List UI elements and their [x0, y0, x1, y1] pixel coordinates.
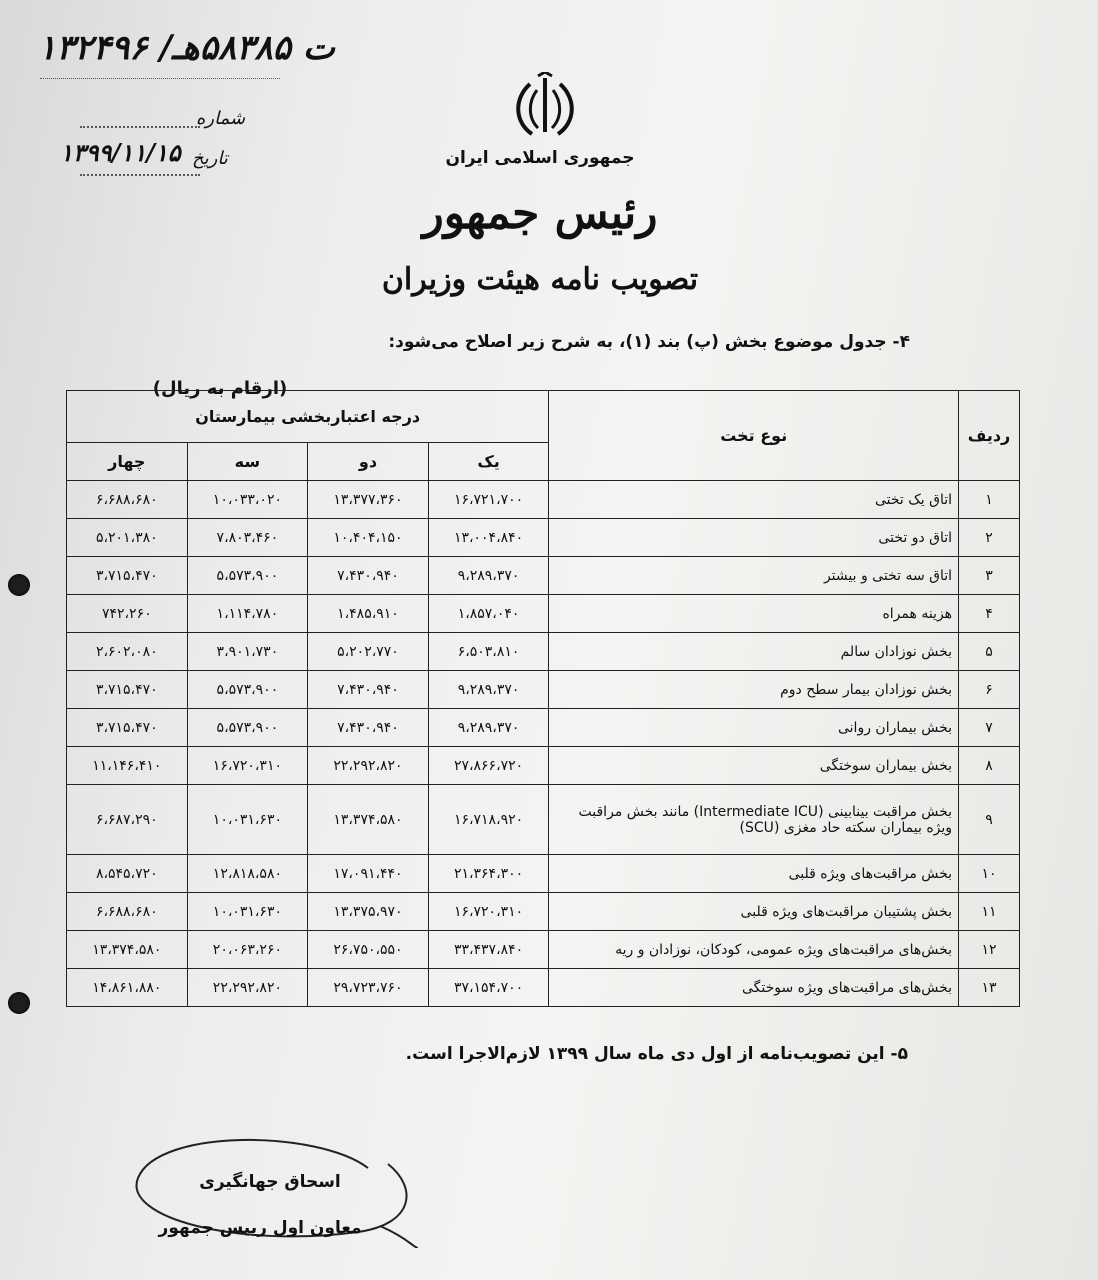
decree-title: تصویب نامه هیئت وزیران: [381, 262, 699, 297]
tariff-value: ۳۳،۴۳۷،۸۴۰: [428, 931, 549, 969]
intro-paragraph: ۴- جدول موضوع بخش (پ) بند (۱)، به شرح زیر اصلاح می‌شود:: [388, 332, 910, 352]
tariff-value: ۱۳،۰۰۴،۸۴۰: [428, 519, 549, 557]
grade-header: سه: [187, 443, 308, 481]
bed-type: بخش‌های مراقبت‌های ویژه عمومی، کودکان، نوزادان و ریه: [549, 931, 959, 969]
tariff-value: ۲۱،۳۶۴،۳۰۰: [428, 855, 549, 893]
tariff-value: ۲،۶۰۲،۰۸۰: [67, 633, 188, 671]
tariff-value: ۱۱،۱۴۶،۴۱۰: [67, 747, 188, 785]
tariff-value: ۷،۸۰۳،۴۶۰: [187, 519, 308, 557]
tariff-value: ۳،۷۱۵،۴۷۰: [67, 709, 188, 747]
row-index: ۱: [959, 481, 1020, 519]
row-index: ۱۳: [959, 969, 1020, 1007]
table-row: [67, 595, 1020, 633]
row-index: ۵: [959, 633, 1020, 671]
table-row: [67, 709, 1020, 747]
table-row: [67, 633, 1020, 671]
bed-type: بخش نوزادان سالم: [549, 633, 959, 671]
table-row: [67, 671, 1020, 709]
bed-type: بخش مراقبت‌های ویژه قلبی: [549, 855, 959, 893]
bed-type: هزینه همراه: [549, 595, 959, 633]
bed-type: بخش مراقبت بینابینی (Intermediate ICU) مانند بخش مراقبت ویژه بیماران سکته حاد مغزی (SCU): [549, 785, 959, 855]
table-row: [67, 893, 1020, 931]
tariff-value: ۹،۲۸۹،۳۷۰: [428, 671, 549, 709]
tariff-value: ۲۰،۰۶۳،۲۶۰: [187, 931, 308, 969]
bed-type: بخش پشتیبان مراقبت‌های ویژه قلبی: [549, 893, 959, 931]
number-label: شماره: [196, 108, 246, 129]
col-index-header: ردیف: [959, 391, 1020, 481]
tariff-value: ۲۶،۷۵۰،۵۵۰: [308, 931, 429, 969]
row-index: ۹: [959, 785, 1020, 855]
tariff-value: ۹،۲۸۹،۳۷۰: [428, 709, 549, 747]
tariff-value: ۲۲،۲۹۲،۸۲۰: [308, 747, 429, 785]
tariff-value: ۵،۲۰۱،۳۸۰: [67, 519, 188, 557]
bed-type: اتاق سه تختی و بیشتر: [549, 557, 959, 595]
grade-header: چهار: [67, 443, 188, 481]
tariff-value: ۳،۷۱۵،۴۷۰: [67, 671, 188, 709]
tariff-value: ۵،۵۷۳،۹۰۰: [187, 557, 308, 595]
tariff-value: ۱۶،۷۲۰،۳۱۰: [187, 747, 308, 785]
tariff-value: ۲۹،۷۲۳،۷۶۰: [308, 969, 429, 1007]
col-group-header: درجه اعتباربخشی بیمارستان: [67, 391, 549, 443]
table-row: [67, 519, 1020, 557]
bed-type: اتاق یک تختی: [549, 481, 959, 519]
table-row: [67, 855, 1020, 893]
tariff-value: ۹،۲۸۹،۳۷۰: [428, 557, 549, 595]
row-index: ۴: [959, 595, 1020, 633]
bed-type: بخش نوزادان بیمار سطح دوم: [549, 671, 959, 709]
unit-note: (ارقام به ریال): [152, 378, 288, 399]
tariff-value: ۱۷،۰۹۱،۴۴۰: [308, 855, 429, 893]
row-index: ۲: [959, 519, 1020, 557]
row-index: ۸: [959, 747, 1020, 785]
tariff-value: ۵،۵۷۳،۹۰۰: [187, 709, 308, 747]
bed-type: بخش بیماران روانی: [549, 709, 959, 747]
tariff-value: ۱،۱۱۴،۷۸۰: [187, 595, 308, 633]
tariff-value: ۸،۵۴۵،۷۲۰: [67, 855, 188, 893]
tariff-value: ۱۳،۳۷۷،۳۶۰: [308, 481, 429, 519]
tariff-value: ۶،۶۸۷،۲۹۰: [67, 785, 188, 855]
binder-hole-bottom: [8, 992, 30, 1014]
bed-type: بخش بیماران سوختگی: [549, 747, 959, 785]
date-value: ۱۳۹۹/۱۱/۱۵: [60, 138, 181, 167]
reference-number: ۱۳۲۴۹۶ /ت ۵۸۳۸۵هـ: [38, 28, 335, 68]
bed-type: بخش‌های مراقبت‌های ویژه سوختگی: [549, 969, 959, 1007]
national-emblem-icon: [500, 72, 590, 142]
country-name: جمهوری اسلامی ایران: [445, 148, 635, 168]
tariff-value: ۳،۷۱۵،۴۷۰: [67, 557, 188, 595]
tariff-value: ۳،۹۰۱،۷۳۰: [187, 633, 308, 671]
tariff-value: ۷،۴۳۰،۹۴۰: [308, 709, 429, 747]
tariff-value: ۱۶،۷۲۱،۷۰۰: [428, 481, 549, 519]
tariff-value: ۱۳،۳۷۴،۵۸۰: [308, 785, 429, 855]
closing-paragraph: ۵- این تصویب‌نامه از اول دی ماه سال ۱۳۹۹ لازم‌الاجرا است.: [405, 1044, 908, 1064]
bed-type: اتاق دو تختی: [549, 519, 959, 557]
grade-header: یک: [428, 443, 549, 481]
tariff-value: ۱۰،۰۳۱،۶۳۰: [187, 785, 308, 855]
reference-underline: [40, 78, 280, 79]
row-index: ۳: [959, 557, 1020, 595]
table-row: [67, 481, 1020, 519]
tariff-value: ۱۳،۳۷۴،۵۸۰: [67, 931, 188, 969]
tariff-value: ۱۲،۸۱۸،۵۸۰: [187, 855, 308, 893]
row-index: ۱۱: [959, 893, 1020, 931]
table-body: [67, 481, 1020, 1007]
row-index: ۷: [959, 709, 1020, 747]
tariff-table: [66, 390, 1020, 1007]
tariff-value: ۲۷،۸۶۶،۷۲۰: [428, 747, 549, 785]
tariff-value: ۷،۴۳۰،۹۴۰: [308, 557, 429, 595]
row-index: ۱۰: [959, 855, 1020, 893]
signer-title: معاون اول رییس جمهور: [158, 1218, 362, 1238]
grade-header: دو: [308, 443, 429, 481]
table-row: [67, 747, 1020, 785]
number-dotted-line: [80, 126, 200, 128]
tariff-value: ۱۶،۷۱۸،۹۲۰: [428, 785, 549, 855]
office-title: رئیس جمهور: [422, 188, 658, 239]
tariff-value: ۵،۲۰۲،۷۷۰: [308, 633, 429, 671]
tariff-value: ۱۴،۸۶۱،۸۸۰: [67, 969, 188, 1007]
tariff-value: ۱۰،۴۰۴،۱۵۰: [308, 519, 429, 557]
table-row: [67, 785, 1020, 855]
signer-name: اسحاق جهانگیری: [199, 1172, 341, 1192]
tariff-value: ۷۴۲،۲۶۰: [67, 595, 188, 633]
tariff-value: ۲۲،۲۹۲،۸۲۰: [187, 969, 308, 1007]
table-row: [67, 969, 1020, 1007]
tariff-value: ۶،۶۸۸،۶۸۰: [67, 893, 188, 931]
table-row: [67, 931, 1020, 969]
tariff-value: ۱،۸۵۷،۰۴۰: [428, 595, 549, 633]
binder-hole-top: [8, 574, 30, 596]
tariff-value: ۵،۵۷۳،۹۰۰: [187, 671, 308, 709]
table-row: [67, 557, 1020, 595]
col-type-header: نوع تخت: [549, 391, 959, 481]
tariff-value: ۶،۶۸۸،۶۸۰: [67, 481, 188, 519]
tariff-value: ۱۶،۷۲۰،۳۱۰: [428, 893, 549, 931]
row-index: ۱۲: [959, 931, 1020, 969]
tariff-value: ۷،۴۳۰،۹۴۰: [308, 671, 429, 709]
tariff-value: ۱۰،۰۳۳،۰۲۰: [187, 481, 308, 519]
date-dotted-line: [80, 174, 200, 176]
tariff-value: ۱۰،۰۳۱،۶۳۰: [187, 893, 308, 931]
date-label: تاریخ: [192, 148, 228, 169]
row-index: ۶: [959, 671, 1020, 709]
tariff-value: ۱،۴۸۵،۹۱۰: [308, 595, 429, 633]
tariff-value: ۶،۵۰۳،۸۱۰: [428, 633, 549, 671]
tariff-value: ۳۷،۱۵۴،۷۰۰: [428, 969, 549, 1007]
tariff-value: ۱۳،۳۷۵،۹۷۰: [308, 893, 429, 931]
